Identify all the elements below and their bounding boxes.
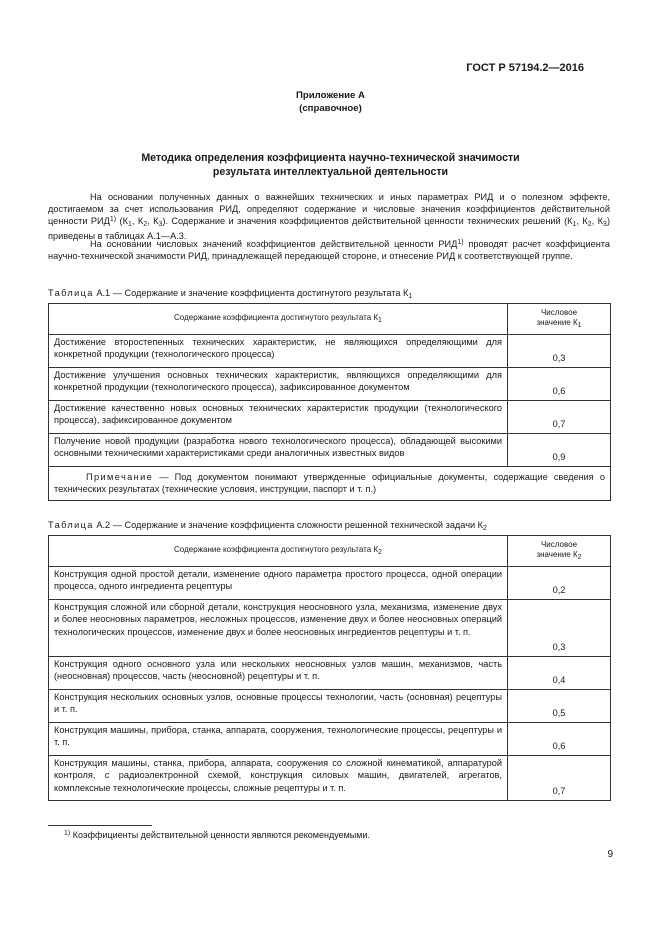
header-value-sub: 1 bbox=[577, 322, 582, 330]
footnote bbox=[64, 829, 370, 842]
row-value: 0,7 bbox=[508, 401, 611, 434]
row-value: 0,9 bbox=[508, 434, 611, 467]
p2-text-a: На основании числовых значений коэффициентов действительной ценности РИД bbox=[90, 239, 458, 249]
row-value: 0,3 bbox=[508, 600, 611, 657]
table-header-value bbox=[508, 536, 611, 567]
p1-sub: 2 bbox=[143, 221, 148, 229]
row-description: Конструкция сложной или сборной детали, конструкция неосновного узла, механизма, изменение двух и более неосновных параметров, несложных процессов, изменение двух и более неосновных операций технологических процессов, изменение двух и более неосновных ингредиентов рецептуры и т. п. bbox=[49, 600, 508, 657]
table-header-value bbox=[508, 304, 611, 335]
appendix-heading bbox=[0, 89, 661, 116]
footnote-ref: 1) bbox=[109, 216, 117, 224]
paragraph-2 bbox=[48, 238, 610, 262]
document-header: ГОСТ Р 57194.2—2016 bbox=[466, 62, 584, 74]
row-description: Конструкция машины, станка, прибора, аппарата, сооружения со сложной кинематикой, аппаратурой контроля, с радиоэлектронной схемой, конструкция силовых машин, двигателей, агрегатов, комплексные технологические процессы, сложные рецептуры и т. п. bbox=[49, 756, 508, 801]
table-header-row bbox=[49, 536, 611, 567]
table-row bbox=[49, 600, 611, 657]
header-value-b: значение К bbox=[536, 550, 578, 560]
row-description: Получение новой продукции (разработка нового технологического процесса), обладающей высокими основными техническими характеристиками среди аналогичных известных видов bbox=[49, 434, 508, 467]
row-description: Достижение качественно новых основных технических характеристик продукции (технологического процесса), зафиксированное документом bbox=[49, 401, 508, 434]
table-header-content bbox=[49, 304, 508, 335]
row-description: Конструкция одной простой детали, изменение одного параметра простого процесса, одной операции процесса, одного ингредиента рецептуры bbox=[49, 567, 508, 600]
header-value-sub: 2 bbox=[577, 554, 582, 562]
table-row bbox=[49, 756, 611, 801]
header-value-a: Числовое bbox=[540, 307, 578, 317]
table-header-content bbox=[49, 536, 508, 567]
appendix-type: (справочное) bbox=[299, 103, 362, 115]
table-row bbox=[49, 401, 611, 434]
p1-text-f: , К bbox=[576, 216, 588, 227]
table1-caption bbox=[48, 287, 412, 301]
p1-sub: 3 bbox=[603, 221, 607, 229]
table-header-row bbox=[49, 304, 611, 335]
table-a1 bbox=[48, 303, 611, 501]
table-note-row bbox=[49, 467, 611, 501]
p1-text-a: На основании полученных данных о важнейших технических и иных параметрах РИД и о полезном эффекте, достигаемом за счет использования РИД, определяют содержание и числовые значения коэффициентов действительной ценности РИД bbox=[48, 192, 610, 227]
row-description: Конструкция одного основного узла или нескольких неосновных узлов машин, механизмов, часть (неосновная) процессов, часть (неосновной) рецептуры и т. п. bbox=[49, 657, 508, 690]
table-note bbox=[49, 467, 611, 501]
row-value: 0,2 bbox=[508, 567, 611, 600]
table-row bbox=[49, 723, 611, 756]
p1-sub: 1 bbox=[572, 221, 577, 229]
header-text: Содержание коэффициента достигнутого результата К bbox=[174, 544, 379, 554]
p1-text-b: (К bbox=[116, 216, 128, 227]
header-value-a: Числовое bbox=[540, 539, 578, 549]
table-row bbox=[49, 335, 611, 368]
p2-text-b: проводят расчет коэффициента научно-технической значимости РИД, принадлежащей передающей стороне, и отнесение РИД к соответствующей группе. bbox=[48, 239, 610, 262]
footnote-divider bbox=[48, 825, 152, 826]
table-row bbox=[49, 567, 611, 600]
section-title-line1: Методика определения коэффициента научно-технической значимости bbox=[141, 152, 520, 164]
header-sub: 2 bbox=[378, 548, 382, 556]
table-a2 bbox=[48, 535, 611, 801]
note-word: Примечание bbox=[86, 472, 154, 482]
table2-caption-rest: А.2 — Содержание и значение коэффициента сложности решенной технической задачи К bbox=[93, 520, 484, 530]
p1-text-h: ) приведены в таблицах А.1—А.3. bbox=[48, 216, 610, 241]
header-sub: 1 bbox=[378, 316, 382, 324]
footnote-ref: 1) bbox=[457, 239, 464, 246]
table-row bbox=[49, 434, 611, 467]
header-value-b: значение К bbox=[536, 318, 578, 328]
header-text: Содержание коэффициента достигнутого результата К bbox=[174, 312, 379, 322]
row-value: 0,7 bbox=[508, 756, 611, 801]
table-row bbox=[49, 690, 611, 723]
p1-sub: 2 bbox=[587, 221, 592, 229]
table2-caption-word: Таблица bbox=[48, 520, 94, 530]
row-value: 0,4 bbox=[508, 657, 611, 690]
row-description: Конструкция машины, прибора, станка, аппарата, сооружения, технологические процессы, рецептуры и т. п. bbox=[49, 723, 508, 756]
table1-caption-word: Таблица bbox=[48, 288, 94, 298]
p1-text-c: , К bbox=[131, 216, 144, 227]
p1-sub: 3 bbox=[158, 221, 163, 229]
row-value: 0,6 bbox=[508, 723, 611, 756]
table2-caption bbox=[48, 519, 487, 533]
p1-text-e: ). Содержание и значения коэффициентов действительной ценности технических решений (К bbox=[162, 216, 573, 227]
appendix-title: Приложение А bbox=[296, 90, 365, 101]
note-text: — Под документом понимают утвержденные официальные документы, содержащие сведения о технических результатах (технические условия, инструкции, паспорт и т. п.) bbox=[54, 472, 605, 495]
table1-caption-sub: 1 bbox=[408, 293, 413, 300]
row-description: Достижение второстепенных технических характеристик, не являющихся определяющими для конкретной продукции (технологического процесса) bbox=[49, 335, 508, 368]
row-value: 0,5 bbox=[508, 690, 611, 723]
p1-text-g: , К bbox=[591, 216, 604, 227]
paragraph-1 bbox=[48, 191, 610, 242]
table-row bbox=[49, 368, 611, 401]
row-description: Конструкция нескольких основных узлов, основные процессы технологии, часть (основная) рецептуры и т. п. bbox=[49, 690, 508, 723]
section-title bbox=[0, 152, 661, 180]
p1-sub: 1 bbox=[127, 221, 132, 229]
section-title-line2: результата интеллектуальной деятельности bbox=[212, 165, 449, 178]
page-number: 9 bbox=[607, 849, 613, 860]
row-description: Достижение улучшения основных технических характеристик, являющихся определяющими для конкретной продукции (технологического процесса), зафиксированное документом bbox=[49, 368, 508, 401]
p1-text-d: , К bbox=[147, 216, 159, 227]
footnote-mark: 1) bbox=[64, 830, 71, 837]
row-value: 0,3 bbox=[508, 335, 611, 368]
table2-caption-sub: 2 bbox=[483, 525, 487, 532]
row-value: 0,6 bbox=[508, 368, 611, 401]
table-row bbox=[49, 657, 611, 690]
table1-caption-rest: А.1 — Содержание и значение коэффициента достигнутого результата К bbox=[93, 288, 409, 298]
footnote-text: Коэффициенты действительной ценности являются рекомендуемыми. bbox=[72, 830, 370, 840]
